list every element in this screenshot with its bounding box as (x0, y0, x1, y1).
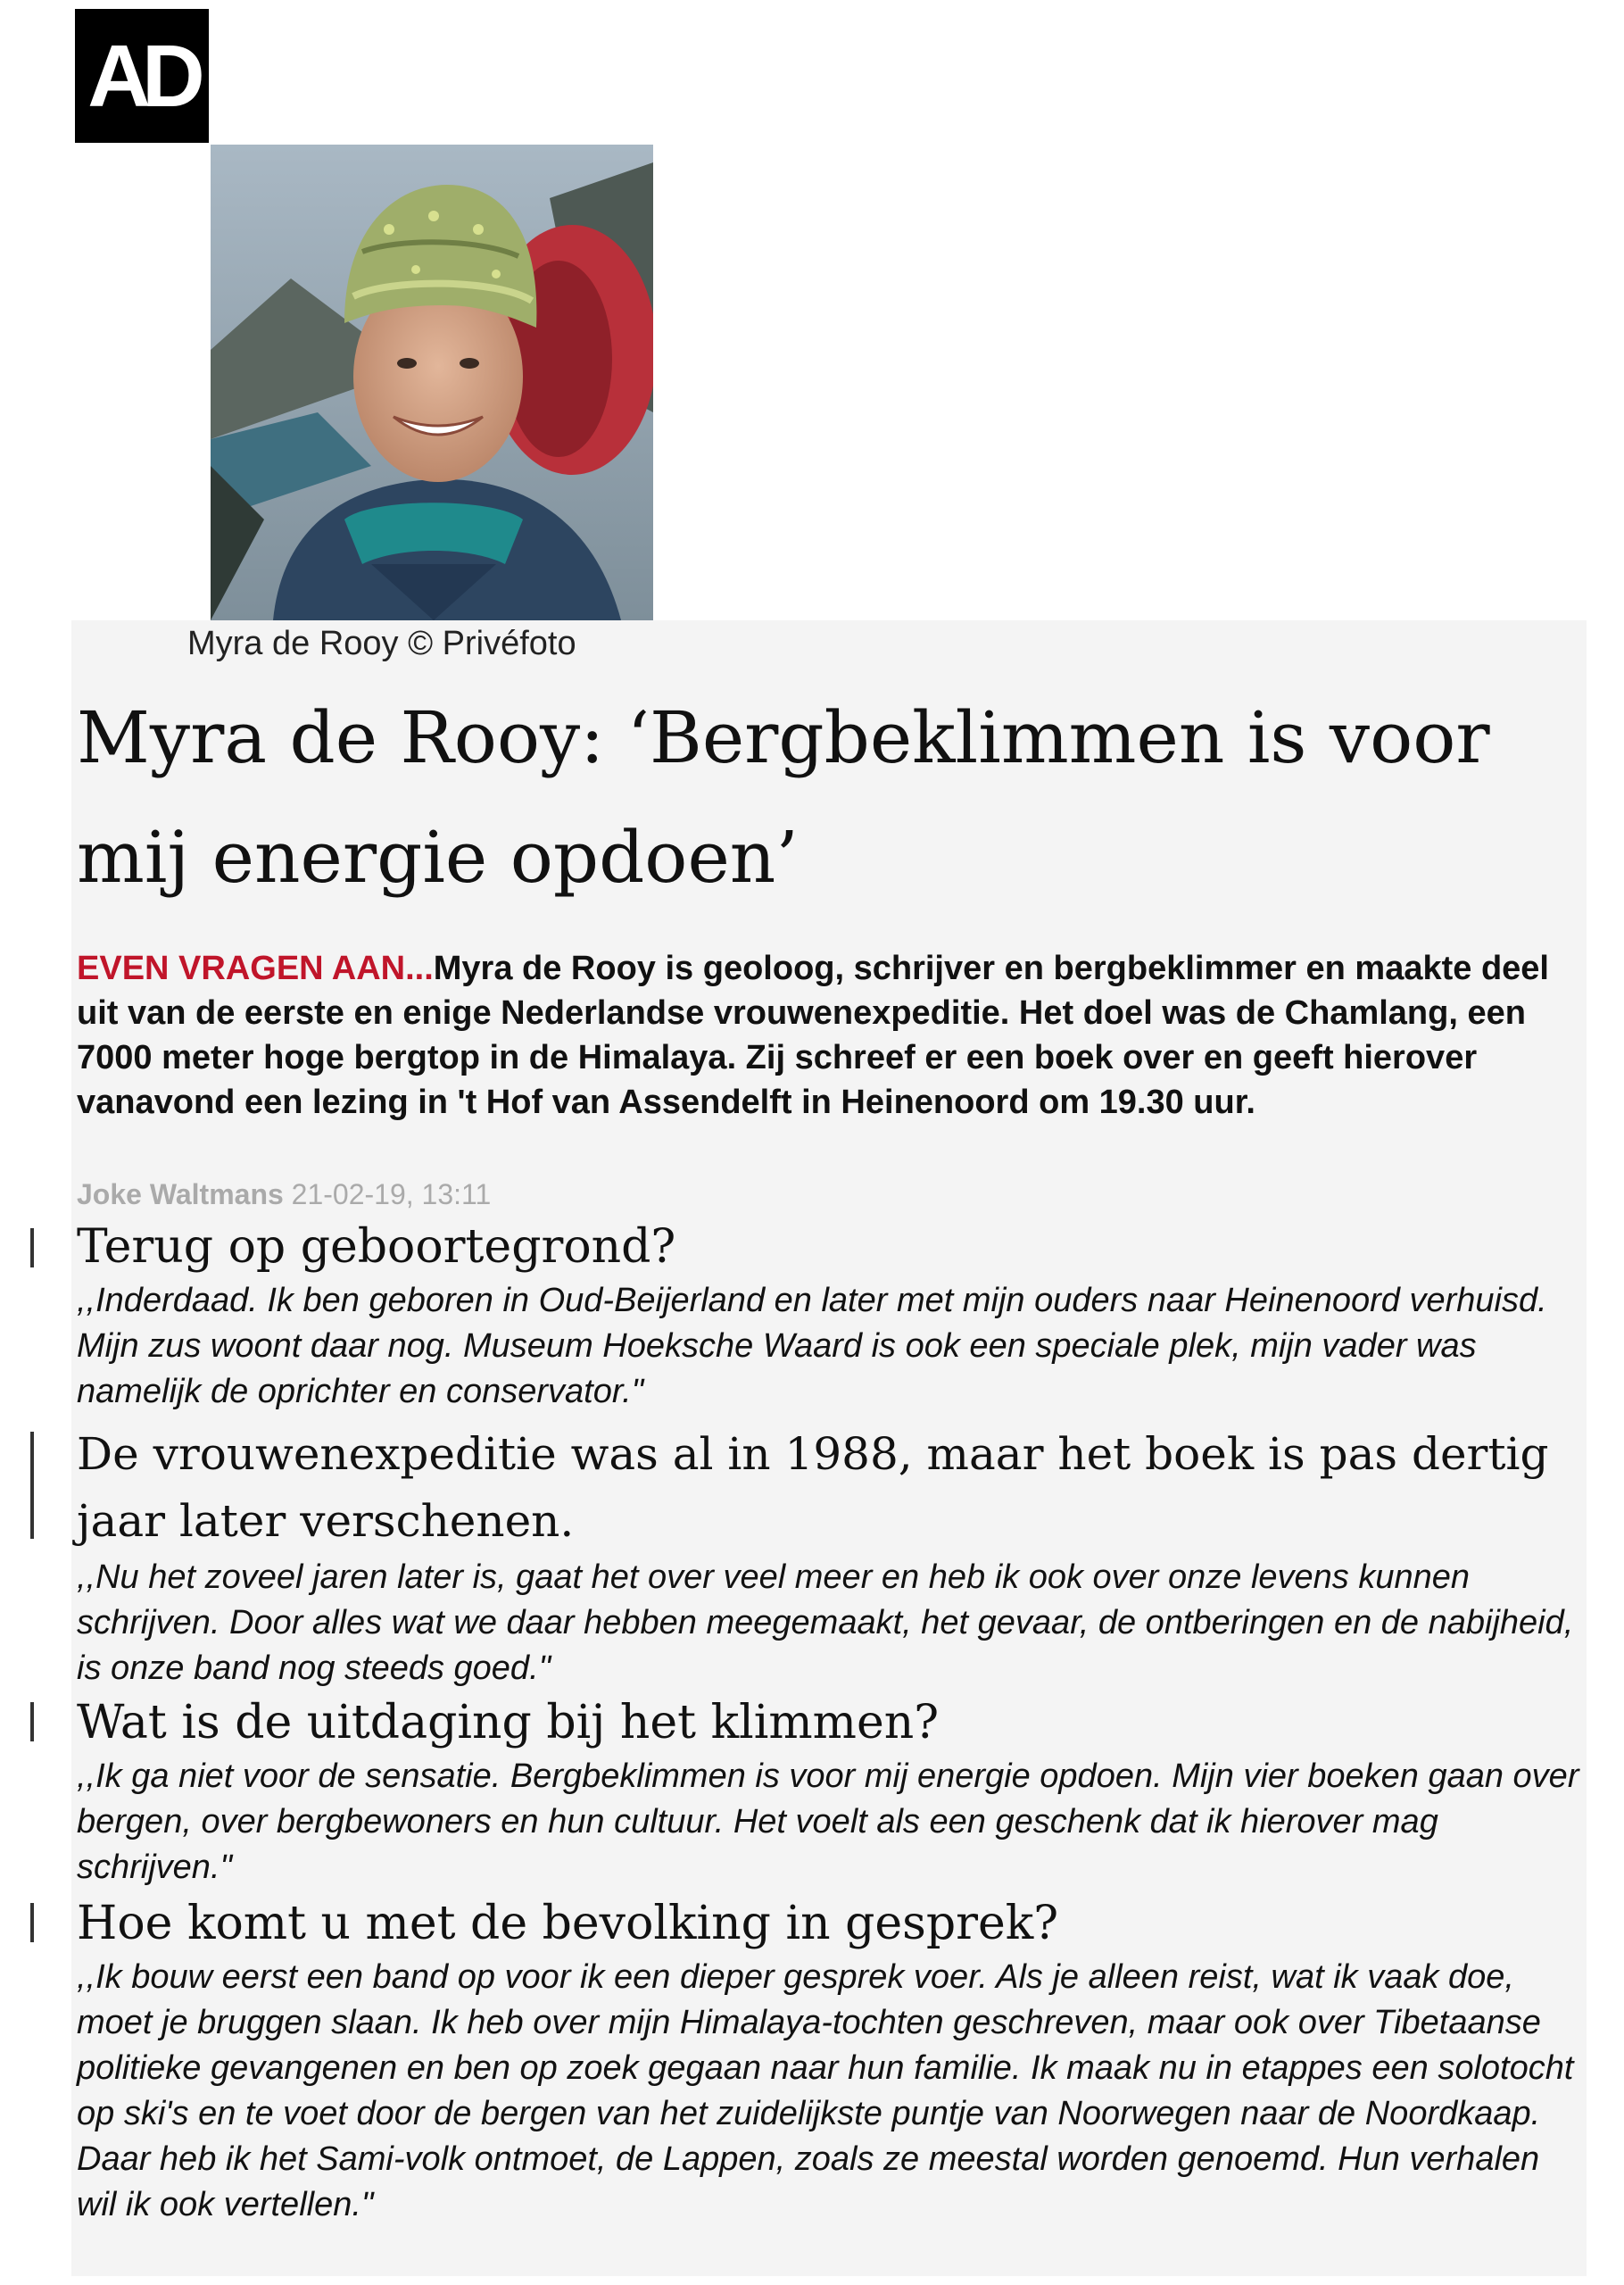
kicker-label: EVEN VRAGEN AAN... (77, 950, 434, 987)
answer: ,,Ik bouw eerst een band op voor ik een dieper gesprek voer. Als je alleen reist, wat ik vaak doe, moet je bruggen slaan. Ik heb over mijn Himalaya-tochten geschreven, maar ook over Tibetaanse politieke gevangenen en ben op zoek gegaan naar hun familie. Ik maak nu in etappes een solotocht op ski's en te voet door de bergen van het zuidelijkste puntje van Noorwegen naar de Noordkaap. Daar heb ik het Sami-volk ontmoet, de Lappen, zoals ze meestal worden genoemd. Hun verhalen wil ik ook vertellen." (77, 1958, 1574, 2223)
quote-bar (30, 1702, 34, 1741)
answer: ,,Ik ga niet voor de sensatie. Bergbeklimmen is voor mij energie opdoen. Mijn vier boeken gaan over bergen, over bergbewoners en hun cultuur. Het voelt als een geschenk dat ik hierover mag schrijven." (77, 1757, 1579, 1886)
qa-block (77, 1892, 1585, 2228)
article-title: Myra de Rooy: ‘Bergbeklimmen is voor mij energie opdoen’ (77, 696, 1490, 899)
intro-text: Myra de Rooy is geoloog, schrijver en bergbeklimmer en maakte deel uit van de eerste en enige Nederlandse vrouwenexpeditie. Het doel was de Chamlang, een 7000 meter hoge bergtop in de Himalaya. Zij schreef er een boek over en geeft hierover vanavond een lezing in 't Hof van Assendelft in Heinenoord om 19.30 uur. (77, 950, 1549, 1121)
byline (77, 1178, 491, 1211)
answer: ,,Nu het zoveel jaren later is, gaat het over veel meer en heb ik ook over onze levens kunnen schrijven. Door alles wat we daar hebben meegemaakt, het gevaar, de ontberingen en de nabijheid, is onze band nog steeds goed." (77, 1558, 1574, 1687)
quote-bar (30, 1228, 34, 1267)
portrait-photo (211, 145, 653, 620)
qa-block (77, 1691, 1585, 1890)
ad-logo[interactable]: AD (75, 9, 209, 143)
article-intro (77, 946, 1585, 1125)
qa-block (77, 1421, 1585, 1691)
question: Terug op geboortegrond? (77, 1220, 676, 1274)
qa-block (77, 1216, 1585, 1415)
question: Wat is de uitdaging bij het klimmen? (77, 1696, 940, 1749)
author-name[interactable]: Joke Waltmans (77, 1178, 284, 1210)
publish-date: 21-02-19, 13:11 (291, 1178, 492, 1210)
question: Hoe komt u met de bevolking in gesprek? (77, 1897, 1059, 1950)
question: De vrouwenexpeditie was al in 1988, maar het boek is pas dertig jaar later verschenen. (77, 1428, 1549, 1547)
quote-bar (30, 1903, 34, 1942)
photo-caption: Myra de Rooy © Privéfoto (187, 625, 576, 662)
quote-bar (30, 1432, 34, 1539)
answer: ,,Inderdaad. Ik ben geboren in Oud-Beijerland en later met mijn ouders naar Heinenoord verhuisd. Mijn zus woont daar nog. Museum Hoeksche Waard is ook een speciale plek, mijn vader was namelijk de oprichter en conservator." (77, 1282, 1547, 1410)
